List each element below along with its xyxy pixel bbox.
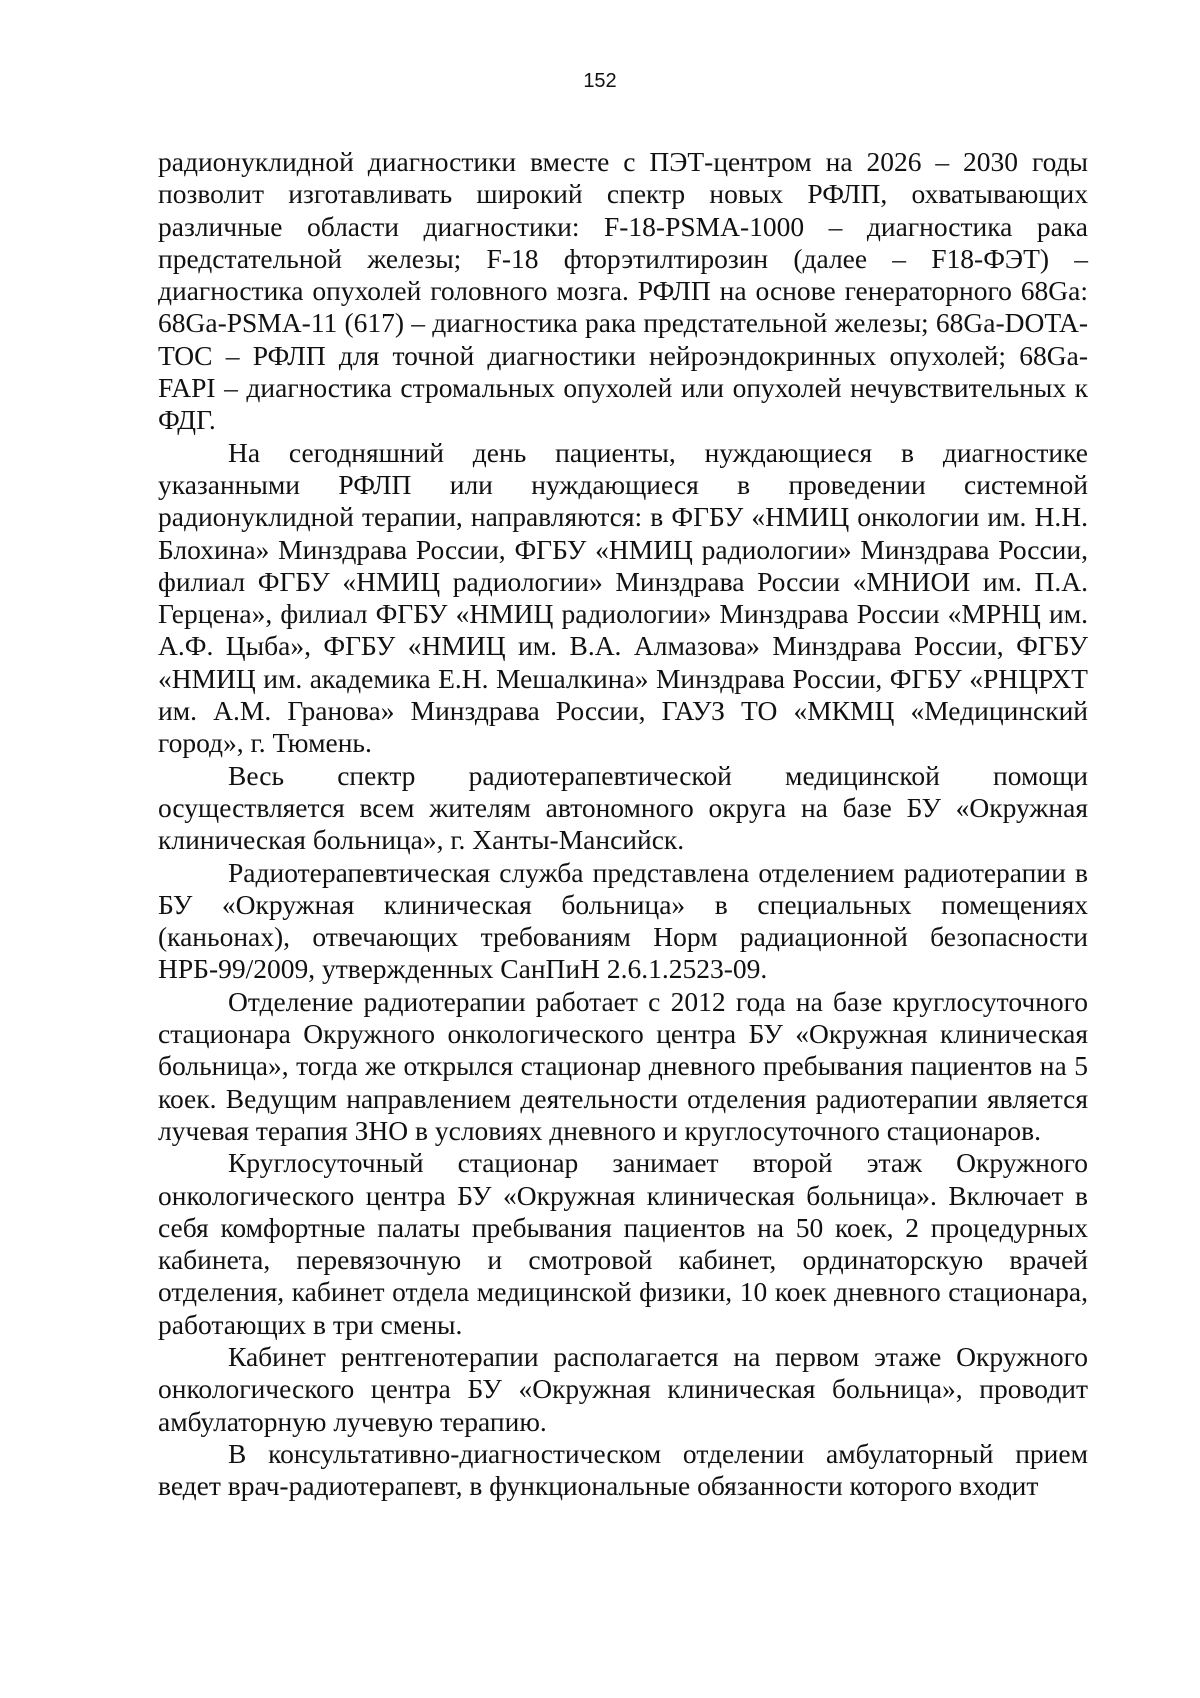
paragraph: радионуклидной диагностики вместе с ПЭТ-центром на 2026 – 2030 годы позволит изготавливать широкий спектр новых РФЛП, охватывающих различные области диагностики: F-18-PSMA-1000 – диагностика рака предстательной железы; F-18 фторэтилтирозин (далее – F18-ФЭТ) – диагностика опухолей головного мозга. РФЛП на основе генераторного 68Ga: 68Ga-PSMA-11 (617) – диагностика рака предстательной железы; 68Ga-DOTA-TOC – РФЛП для точной диагностики нейроэндокринных опухолей; 68Ga-FAPI – диагностика стромальных опухолей или опухолей нечувствительных к ФДГ. [158, 146, 1088, 436]
paragraph: Круглосуточный стационар занимает второй этаж Окружного онкологического центра БУ «Окружная клиническая больница». Включает в себя комфортные палаты пребывания пациентов на 50 коек, 2 процедурных кабинета, перевязочную и смотровой кабинет, ординаторскую врачей отделения, кабинет отдела медицинской физики, 10 коек дневного стационара, работающих в три смены. [158, 1147, 1088, 1340]
paragraph: Весь спектр радиотерапевтической медицинской помощи осуществляется всем жителям автономного округа на базе БУ «Окружная клиническая больница», г. Ханты-Мансийск. [158, 759, 1088, 856]
paragraph: Радиотерапевтическая служба представлена отделением радиотерапии в БУ «Окружная клиническая больница» в специальных помещениях (каньонах), отвечающих требованиям Норм радиационной безопасности НРБ-99/2009, утвержденных СанПиН 2.6.1.2523-09. [158, 856, 1088, 985]
paragraph: В консультативно-диагностическом отделении амбулаторный прием ведет врач-радиотерапевт, в функциональные обязанности которого входит [158, 1437, 1088, 1502]
page-number: 152 [583, 70, 617, 92]
paragraph: Кабинет рентгенотерапии располагается на первом этаже Окружного онкологического центра БУ «Окружная клиническая больница», проводит амбулаторную лучевую терапию. [158, 1340, 1088, 1437]
paragraph: Отделение радиотерапии работает с 2012 года на базе круглосуточного стационара Окружного онкологического центра БУ «Окружная клиническая больница», тогда же открылся стационар дневного пребывания пациентов на 5 коек. Ведущим направлением деятельности отделения радиотерапии является лучевая терапия ЗНО в условиях дневного и круглосуточного стационаров. [158, 985, 1088, 1146]
paragraph: На сегодняшний день пациенты, нуждающиеся в диагностике указанными РФЛП или нуждающиеся в проведении системной радионуклидной терапии, направляются: в ФГБУ «НМИЦ онкологии им. Н.Н. Блохина» Минздрава России, ФГБУ «НМИЦ радиологии» Минздрава России, филиал ФГБУ «НМИЦ радиологии» Минздрава России «МНИОИ им. П.А. Герцена», филиал ФГБУ «НМИЦ радиологии» Минздрава России «МРНЦ им. А.Ф. Цыба», ФГБУ «НМИЦ им. В.А. Алмазова» Минздрава России, ФГБУ «НМИЦ им. академика Е.Н. Мешалкина» Минздрава России, ФГБУ «РНЦРХТ им. А.М. Гранова» Минздрава России, ГАУЗ ТО «МКМЦ «Медицинский город», г. Тюмень. [158, 436, 1088, 759]
document-body [158, 146, 1088, 1502]
